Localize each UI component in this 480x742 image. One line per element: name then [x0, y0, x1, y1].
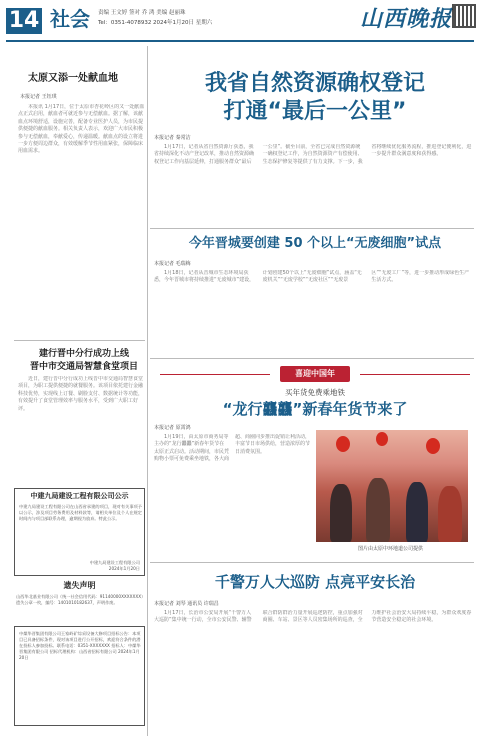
- photo-caption: 图片由太原中环地道公司提供: [358, 546, 424, 552]
- public-notice-ad: [14, 488, 145, 576]
- person-figure: [406, 482, 428, 542]
- person-figure: [438, 486, 462, 542]
- column-divider: [147, 46, 148, 736]
- lantern-icon: [426, 438, 440, 454]
- ad-body: 中煤华晋集团有限公司王家岭矿综采设备大修项目招标公告：本项目已具备招标条件，现对该项目进行公开招标，欢迎符合条件的潜在投标人参加投标。联系电话：0351-XXXXXXX 招标人：中煤华晋集团有限公司 招标代理机构：山西省招标有限公司 2024年1月20日: [19, 631, 141, 660]
- article-body: 近日，建行晋中分行成功上线晋中市交通局智慧食堂项目，为职工提供便捷的就餐服务。该项目依托建行金融科技优势，实现线上订餐、刷脸支付、数据统计等功能，有效提升了食堂管理效率与服务水平，受到广大职工好评。: [18, 376, 144, 412]
- page-number: 14: [6, 8, 42, 34]
- headline: 千警万人大巡防 点亮平安长治: [214, 573, 416, 591]
- headline: “龙行龘龘”新春年货节来了: [222, 400, 408, 418]
- masthead: [0, 0, 480, 44]
- ad-title: 中建九局建设工程有限公司公示: [30, 492, 129, 500]
- headline: 打通“最后一公里”: [223, 99, 407, 124]
- byline: 本报记者 刘琴 通讯员 许瑞昌: [154, 601, 219, 607]
- headline: 今年晋城要创建 50 个以上“无废细胞”试点: [188, 236, 442, 251]
- person-figure: [366, 478, 390, 542]
- byline: 本报记者 毛瑞梅: [154, 261, 191, 267]
- lantern-icon: [376, 432, 388, 446]
- byline: 本报记者 王钰琪: [20, 94, 57, 100]
- byline: 本报记者 秦常洁: [154, 135, 191, 141]
- tender-notice-ad: [14, 626, 145, 726]
- lantern-icon: [336, 436, 350, 452]
- headline: 我省自然资源确权登记: [204, 71, 425, 96]
- banner-rule: [360, 374, 470, 375]
- banner-rule: [160, 374, 270, 375]
- qr-code-icon: [452, 4, 476, 28]
- byline: 本报记者 原霄鸿: [154, 425, 191, 431]
- ad-footer: 中建九局建设工程有限公司 2024年1月20日: [89, 560, 140, 571]
- news-photo: [316, 430, 468, 542]
- contact-date-line: Tel：0351-4078932 2024年1月20日 星期六: [98, 20, 213, 26]
- lost-notice-body: 山西华北基业有限公司（统一社会信用代码：91140000XXXXXXX）遗失公章一枚，编号：1401010182637，声明作废。: [16, 594, 144, 605]
- article-body: 1月17日，记者从省自然资源厅获悉，我省持续深化不动产登记改革，推动自然资源确权登记工作向基层延伸，打通服务群众“最后一公里”。截至目前，全省已完成自然资源统一确权登记工作，为自然资源资产有偿使用、生态保护修复等提供了有力支撑。下一步，我省将继续优化服务流程，推进登记便利化，进一步提升群众满意度和获得感。: [154, 144, 472, 165]
- article-body: 1月17日，长治市公安局开展“千警万人大巡防”集中统一行动，全市公安民警、辅警联合群防群治力量开展巡逻防控，重点加强对商圈、车站、景区等人员密集场所的巡查，全力维护社会治安大局持续平稳，为群众欢度春节营造安全稳定的社会环境。: [154, 610, 472, 624]
- newspaper-logo: 山西晚报: [360, 6, 453, 32]
- ad-body: 中建九局建设工程有限公司在山西省承建的项目，现对有关事项予以公示，涉及项目劳务费用及材料款等，请相关单位及个人在规定时间内与项目部联系办理，逾期视为放弃。特此公示。: [19, 504, 142, 521]
- article-body: 1月18日，记者从晋城市生态环境局获悉，今年晋城市将持续推进“无废城市”建设，计划创建50个以上“无废细胞”试点，涵盖“无废机关”“无废学校”“无废社区”“无废景区”“无废工厂”等，进一步推动形成绿色生产生活方式。: [154, 270, 470, 284]
- article-body: 1月19日，由太原市商务局等主办的“龙行龘龘”新春年货节在太原正式启动。活动期间，市民凭购物小票可免费乘坐地铁，各大商超、商圈同步推出促销让利活动，丰富节日市场供给，营造浓厚的节日消费氛围。: [154, 434, 310, 463]
- divider: [150, 358, 474, 359]
- article-title: 太原又添一处献血地: [28, 73, 118, 84]
- banner-tag: 喜迎中国年: [280, 366, 350, 382]
- article-title: 建行晋中分行成功上线 晋中市交通局智慧食堂项目: [29, 349, 138, 372]
- divider: [150, 228, 474, 229]
- divider: [14, 340, 145, 341]
- editors-line: 责编 王文婷 签对 乔 鸿 美编 赵丽珠: [98, 10, 186, 16]
- masthead-rule: [6, 40, 474, 42]
- kicker: 买年货免费乘地铁: [285, 388, 345, 397]
- lost-notice-title: 遗失声明: [63, 581, 96, 590]
- person-figure: [330, 484, 352, 542]
- section-banner: [160, 364, 470, 386]
- divider: [150, 562, 474, 563]
- section-name: 社会: [50, 7, 90, 31]
- article-body: 本报讯 1月17日，位于太原市杏花岭区的又一处献血点正式启用，献血者可就近参与无偿献血。据了解，该献血点环境舒适，设施完善，配备专业医护人员，为市民提供便捷的献血服务。相关负责人表示，欢迎广大市民积极参与无偿献血，奉献爱心，传递温暖。献血点的设立将进一步方便周边群众，有效缓解季节性用血紧张，保障临床用血需求。: [18, 104, 145, 155]
